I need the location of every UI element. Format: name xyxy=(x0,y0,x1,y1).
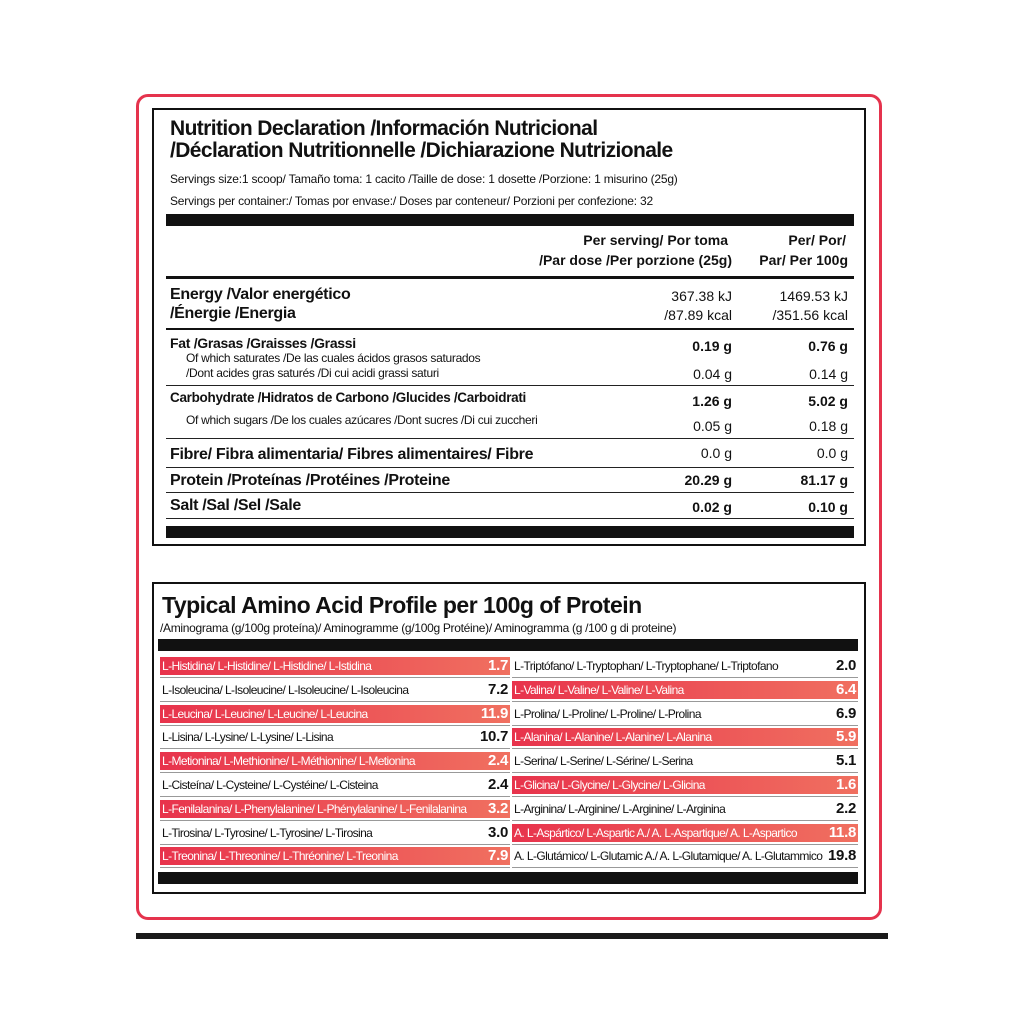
amino-row-divider xyxy=(160,701,510,702)
amino-row-left xyxy=(160,800,510,818)
amino-row-left xyxy=(160,752,510,770)
amino-name: L-Serina/ L-Serine/ L-Sérine/ L-Serina xyxy=(514,754,693,769)
divider xyxy=(166,385,854,386)
amino-value: 7.9 xyxy=(488,847,508,865)
energy-per100-kcal: /351.56 kcal xyxy=(772,307,848,323)
saturates-label-line2: /Dont acides gras saturés /Di cui acidi grassi saturi xyxy=(186,366,439,380)
sugars-per100: 0.18 g xyxy=(809,418,848,434)
amino-row-divider xyxy=(512,725,858,726)
amino-row-divider xyxy=(512,772,858,773)
divider xyxy=(166,328,854,330)
amino-row-divider xyxy=(160,796,510,797)
amino-name: L-Treonina/ L-Threonine/ L-Thréonine/ L-Treonina xyxy=(162,849,398,864)
bottom-divider xyxy=(136,933,888,939)
amino-row-divider xyxy=(160,725,510,726)
amino-row-divider xyxy=(512,748,858,749)
footer-bar xyxy=(166,526,854,538)
amino-row-divider xyxy=(512,844,858,845)
nutrition-title-line1: Nutrition Declaration /Información Nutricional xyxy=(170,117,598,140)
saturates-label-line1: Of which saturates /De las cuales ácidos grasos saturados xyxy=(186,351,481,365)
amino-value: 6.9 xyxy=(836,704,856,722)
energy-per100-kj: 1469.53 kJ xyxy=(779,288,848,304)
protein-per100: 81.17 g xyxy=(800,472,848,488)
amino-name: L-Valina/ L-Valine/ L-Valine/ L-Valina xyxy=(514,682,684,697)
carbohydrate-per100: 5.02 g xyxy=(808,393,848,409)
saturates-serving: 0.04 g xyxy=(693,366,732,382)
amino-value: 7.2 xyxy=(488,680,508,698)
amino-row-divider xyxy=(512,701,858,702)
amino-row-right xyxy=(512,800,858,818)
amino-name: L-Prolina/ L-Proline/ L-Proline/ L-Prolina xyxy=(514,706,701,721)
amino-value: 1.7 xyxy=(488,657,508,674)
amino-name: L-Tirosina/ L-Tyrosine/ L-Tyrosine/ L-Tirosina xyxy=(162,825,373,840)
energy-serving-kcal: /87.89 kcal xyxy=(664,307,732,323)
amino-name: L-Histidina/ L-Histidine/ L-Histidine/ L-Istidina xyxy=(162,659,372,673)
amino-row-divider xyxy=(160,867,510,868)
amino-value: 2.4 xyxy=(488,776,508,793)
amino-row-left xyxy=(160,681,510,699)
amino-row-divider xyxy=(160,748,510,749)
amino-name: A. L-Glutámico/ L-Glutamic A./ A. L-Glutamique/ A. L-Glutammico xyxy=(514,849,823,864)
amino-row-divider xyxy=(512,796,858,797)
amino-value: 3.0 xyxy=(488,823,508,841)
protein-serving: 20.29 g xyxy=(684,472,732,488)
fat-per100: 0.76 g xyxy=(808,338,848,354)
carbohydrate-serving: 1.26 g xyxy=(692,393,732,409)
salt-per100: 0.10 g xyxy=(808,499,848,515)
amino-name: L-Metionina/ L-Methionine/ L-Méthionine/ L-Metionina xyxy=(162,754,415,769)
divider xyxy=(166,276,854,279)
col1-header-line1: Per serving/ Por toma xyxy=(583,232,728,248)
amino-value: 5.9 xyxy=(836,728,856,746)
amino-row-right xyxy=(512,776,858,794)
fibre-label: Fibre/ Fibra alimentaria/ Fibres alimentaires/ Fibre xyxy=(170,446,534,463)
amino-row-divider xyxy=(160,772,510,773)
amino-row-left xyxy=(160,657,510,675)
servings-per-container: Servings per container:/ Tomas por envase:/ Doses par conteneur/ Porzioni per confezione: 32 xyxy=(170,194,653,208)
energy-serving-kj: 367.38 kJ xyxy=(671,288,732,304)
divider xyxy=(166,492,854,493)
amino-row-divider xyxy=(512,867,858,868)
amino-name: L-Isoleucina/ L-Isoleucine/ L-Isoleucine/ L-Isoleucina xyxy=(162,682,409,697)
amino-row-divider xyxy=(512,677,858,678)
col1-header-line2: /Par dose /Per porzione (25g) xyxy=(539,252,732,268)
energy-label-line1: Energy /Valor energético xyxy=(170,286,351,303)
divider xyxy=(166,467,854,468)
divider xyxy=(166,518,854,519)
amino-row-left xyxy=(160,776,510,794)
amino-name: L-Triptófano/ L-Tryptophan/ L-Tryptophane/ L-Triptofano xyxy=(514,659,779,673)
amino-value: 2.2 xyxy=(836,799,856,817)
nutrition-title-line2: /Déclaration Nutritionnelle /Dichiarazione Nutrizionale xyxy=(170,139,673,162)
amino-row-right xyxy=(512,847,858,865)
sugars-serving: 0.05 g xyxy=(693,418,732,434)
amino-value: 10.7 xyxy=(480,728,508,746)
protein-label: Protein /Proteínas /Protéines /Proteine xyxy=(170,472,450,489)
amino-name: A. L-Aspártico/ L-Aspartic A./ A. L-Aspartique/ A. L-Aspartico xyxy=(514,825,797,840)
divider xyxy=(166,438,854,439)
amino-row-divider xyxy=(160,844,510,845)
amino-row-left xyxy=(160,847,510,865)
salt-serving: 0.02 g xyxy=(692,499,732,515)
fibre-per100: 0.0 g xyxy=(816,445,848,461)
amino-name: L-Cisteína/ L-Cysteine/ L-Cystéine/ L-Cisteina xyxy=(162,778,378,792)
amino-header-bar xyxy=(158,639,858,651)
amino-name: L-Lisina/ L-Lysine/ L-Lysine/ L-Lisina xyxy=(162,730,334,745)
amino-name: L-Glicina/ L-Glycine/ L-Glycine/ L-Glicina xyxy=(514,778,705,792)
amino-name: L-Leucina/ L-Leucine/ L-Leucine/ L-Leucina xyxy=(162,706,368,721)
amino-acid-panel xyxy=(152,582,866,894)
amino-value: 6.4 xyxy=(836,680,856,698)
amino-title: Typical Amino Acid Profile per 100g of Protein xyxy=(162,592,642,618)
fat-label: Fat /Grasas /Graisses /Grassi xyxy=(170,335,356,351)
amino-row-left xyxy=(160,824,510,842)
serving-size: Servings size:1 scoop/ Tamaño toma: 1 cacito /Taille de dose: 1 dosette /Porzione: 1 misurino (25g) xyxy=(170,172,678,186)
amino-row-right xyxy=(512,728,858,746)
sugars-label: Of which sugars /De los cuales azúcares /Dont sucres /Di cui zuccheri xyxy=(186,413,538,427)
amino-row-left xyxy=(160,728,510,746)
amino-value: 11.8 xyxy=(828,823,856,841)
amino-row-right xyxy=(512,681,858,699)
saturates-per100: 0.14 g xyxy=(809,366,848,382)
col2-header-line2: Par/ Per 100g xyxy=(759,252,848,268)
fat-serving: 0.19 g xyxy=(692,338,732,354)
amino-row-right xyxy=(512,705,858,723)
amino-row-right xyxy=(512,657,858,675)
header-bar xyxy=(166,214,854,226)
amino-row-divider xyxy=(512,820,858,821)
amino-name: L-Alanina/ L-Alanine/ L-Alanine/ L-Alanina xyxy=(514,730,712,745)
nutrition-panel xyxy=(152,108,866,546)
amino-value: 1.6 xyxy=(836,776,856,793)
amino-value: 2.4 xyxy=(488,752,508,770)
amino-row-right xyxy=(512,752,858,770)
carbohydrate-label: Carbohydrate /Hidratos de Carbono /Glucides /Carboidrati xyxy=(170,390,527,405)
amino-name: L-Arginina/ L-Arginine/ L-Arginine/ L-Arginina xyxy=(514,801,726,816)
energy-label-line2: /Énergie /Energia xyxy=(170,305,296,322)
amino-row-right xyxy=(512,824,858,842)
amino-value: 3.2 xyxy=(488,799,508,817)
col2-header-line1: Per/ Por/ xyxy=(788,232,846,248)
amino-value: 11.9 xyxy=(480,704,508,722)
amino-name: L-Fenilalanina/ L-Phenylalanine/ L-Phénylalanine/ L-Fenilalanina xyxy=(162,801,467,816)
amino-value: 5.1 xyxy=(836,752,856,770)
amino-row-divider xyxy=(160,677,510,678)
salt-label: Salt /Sal /Sel /Sale xyxy=(170,497,301,514)
amino-value: 19.8 xyxy=(828,847,856,865)
amino-row-divider xyxy=(160,820,510,821)
amino-row-left xyxy=(160,705,510,723)
amino-subtitle: /Aminograma (g/100g proteína)/ Aminogramme (g/100g Protéine)/ Aminogramma (g /100 g di proteine) xyxy=(160,621,677,635)
amino-value: 2.0 xyxy=(836,657,856,674)
amino-footer-bar xyxy=(158,872,858,884)
fibre-serving: 0.0 g xyxy=(700,445,732,461)
